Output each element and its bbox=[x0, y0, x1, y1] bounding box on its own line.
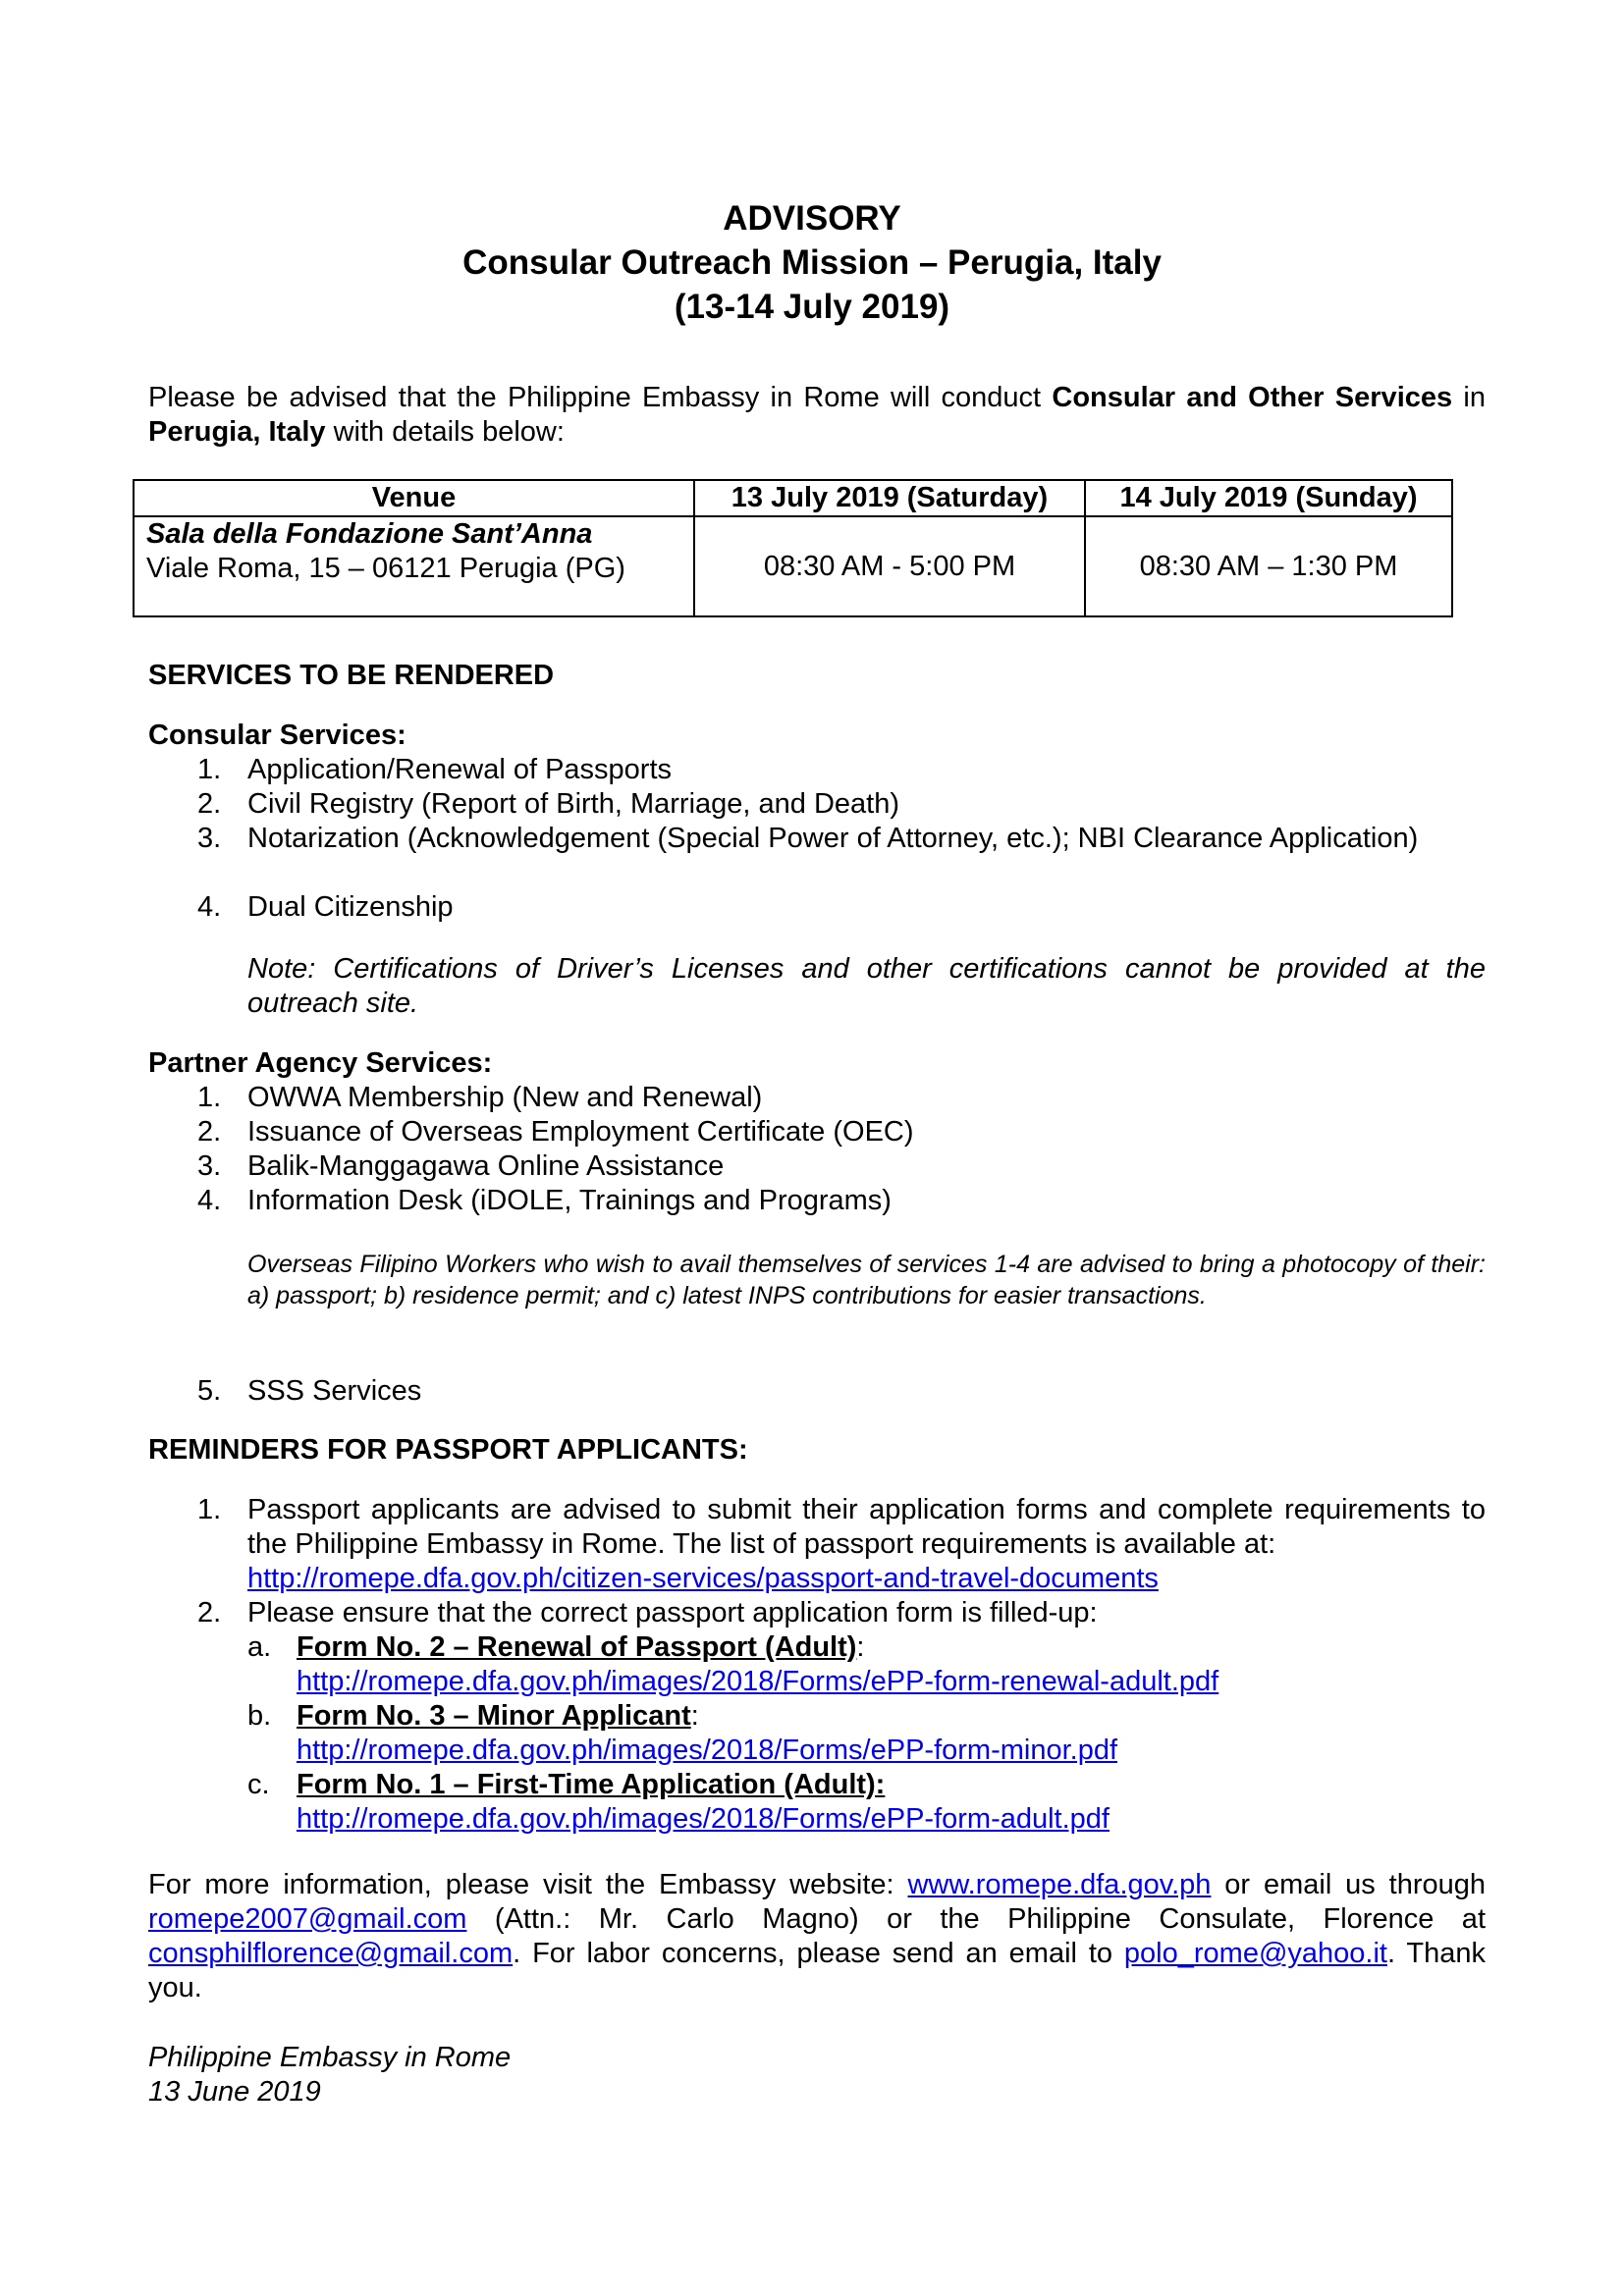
list-number: 1. bbox=[197, 754, 222, 785]
list-number: 2. bbox=[197, 1116, 222, 1148]
list-text: Application/Renewal of Passports bbox=[247, 754, 673, 785]
list-text: Notarization (Acknowledgement (Special Power of Attorney, etc.); NBI Clearance Application) bbox=[247, 823, 1419, 854]
intro-text-1: Please be advised that the Philippine Embassy in Rome will conduct bbox=[148, 382, 1053, 413]
consular-note: Note: Certifications of Driver’s Licenses and other certifications cannot be provided at the outreach site. bbox=[247, 953, 1486, 1019]
table-header-row bbox=[134, 480, 1452, 516]
signature-org: Philippine Embassy in Rome bbox=[148, 2042, 512, 2073]
header-day1: 13 July 2019 (Saturday) bbox=[694, 480, 1085, 516]
venue-address: Viale Roma, 15 – 06121 Perugia (PG) bbox=[146, 553, 625, 584]
form-label: Form No. 1 – First-Time Application (Adult): bbox=[297, 1769, 886, 1800]
list-text: OWWA Membership (New and Renewal) bbox=[247, 1082, 763, 1113]
list-number: 3. bbox=[197, 1150, 222, 1182]
list-text: Information Desk (iDOLE, Trainings and Programs) bbox=[247, 1185, 892, 1216]
embassy-email-link[interactable]: romepe2007@gmail.com bbox=[148, 1903, 467, 1935]
advisory-subtitle: Consular Outreach Mission – Perugia, Italy bbox=[462, 243, 1162, 282]
reminder-item-2-text: Please ensure that the correct passport application form is filled-up: bbox=[247, 1597, 1098, 1629]
signature-date: 13 June 2019 bbox=[148, 2076, 321, 2108]
consular-services-heading: Consular Services: bbox=[148, 720, 406, 751]
passport-requirements-link[interactable]: http://romepe.dfa.gov.ph/citizen-services/passport-and-travel-documents bbox=[247, 1563, 1159, 1594]
day2-hours: 08:30 AM – 1:30 PM bbox=[1085, 516, 1452, 616]
list-number: 2. bbox=[197, 1597, 222, 1629]
embassy-website-link[interactable]: www.romepe.dfa.gov.ph bbox=[907, 1869, 1212, 1900]
header-day2: 14 July 2019 (Sunday) bbox=[1085, 480, 1452, 516]
intro-text-2: in bbox=[1452, 382, 1486, 413]
form-minor-link[interactable]: http://romepe.dfa.gov.ph/images/2018/Forms/ePP-form-minor.pdf bbox=[297, 1735, 1118, 1766]
form-label: Form No. 3 – Minor Applicant bbox=[297, 1700, 691, 1732]
list-number: 4. bbox=[197, 1185, 222, 1216]
venue-name: Sala della Fondazione Sant’Anna bbox=[146, 518, 593, 550]
form-suffix: : bbox=[856, 1631, 865, 1663]
partner-services-heading: Partner Agency Services: bbox=[148, 1047, 493, 1079]
form-letter: a. bbox=[247, 1631, 272, 1663]
form-item-body bbox=[297, 1630, 1486, 1699]
list-number: 3. bbox=[197, 823, 222, 854]
list-text: SSS Services bbox=[247, 1375, 422, 1407]
form-item-body bbox=[297, 1768, 1486, 1837]
partner-note: Overseas Filipino Workers who wish to avail themselves of services 1-4 are advised to bring a photocopy of their: a) passport; b) residence permit; and c) latest INPS contributions for easier transactions. bbox=[247, 1251, 1486, 1309]
list-number: 5. bbox=[197, 1375, 222, 1407]
list-number: 4. bbox=[197, 891, 222, 923]
contact-text-2: or email us through bbox=[1211, 1869, 1486, 1900]
intro-paragraph bbox=[148, 381, 1486, 450]
reminder-item-1-body bbox=[247, 1493, 1486, 1596]
reminder-item-1-text: Passport applicants are advised to submit their application forms and complete requirements to the Philippine Embassy in Rome. The list of passport requirements is available at: bbox=[247, 1494, 1486, 1560]
list-text: Balik-Manggagawa Online Assistance bbox=[247, 1150, 725, 1182]
list-text: Dual Citizenship bbox=[247, 891, 454, 923]
table-row bbox=[134, 516, 1452, 616]
venue-schedule-table bbox=[133, 479, 1453, 617]
list-text: Civil Registry (Report of Birth, Marriage, and Death) bbox=[247, 788, 900, 820]
intro-bold-services: Consular and Other Services bbox=[1052, 382, 1453, 413]
contact-text-4: . For labor concerns, please send an email to bbox=[513, 1938, 1124, 1969]
day1-hours: 08:30 AM - 5:00 PM bbox=[694, 516, 1085, 616]
list-number: 1. bbox=[197, 1082, 222, 1113]
list-number: 2. bbox=[197, 788, 222, 820]
form-letter: b. bbox=[247, 1700, 272, 1732]
labor-email-link[interactable]: polo_rome@yahoo.it bbox=[1123, 1938, 1387, 1969]
services-heading: SERVICES TO BE RENDERED bbox=[148, 660, 555, 691]
list-number: 1. bbox=[197, 1494, 222, 1525]
consulate-email-link[interactable]: consphilflorence@gmail.com bbox=[148, 1938, 514, 1969]
list-text: Issuance of Overseas Employment Certificate (OEC) bbox=[247, 1116, 914, 1148]
form-suffix: : bbox=[690, 1700, 699, 1732]
form-renewal-adult-link[interactable]: http://romepe.dfa.gov.ph/images/2018/Forms/ePP-form-renewal-adult.pdf bbox=[297, 1666, 1219, 1697]
advisory-title: ADVISORY bbox=[723, 199, 901, 238]
contact-text-5: . Thank you. bbox=[148, 1938, 1486, 2003]
intro-bold-location: Perugia, Italy bbox=[148, 416, 326, 448]
reminders-heading: REMINDERS FOR PASSPORT APPLICANTS: bbox=[148, 1434, 748, 1466]
contact-text-3: (Attn.: Mr. Carlo Magno) or the Philippine Consulate, Florence at bbox=[466, 1903, 1486, 1935]
form-letter: c. bbox=[247, 1769, 270, 1800]
form-adult-link[interactable]: http://romepe.dfa.gov.ph/images/2018/Forms/ePP-form-adult.pdf bbox=[297, 1803, 1110, 1835]
form-label: Form No. 2 – Renewal of Passport (Adult) bbox=[297, 1631, 857, 1663]
venue-cell bbox=[134, 516, 694, 616]
intro-text-3: with details below: bbox=[325, 416, 565, 448]
contact-text-1: For more information, please visit the Embassy website: bbox=[148, 1869, 908, 1900]
form-item-body bbox=[297, 1699, 1486, 1768]
header-venue: Venue bbox=[134, 480, 694, 516]
advisory-dates: (13-14 July 2019) bbox=[674, 288, 950, 326]
contact-paragraph bbox=[148, 1868, 1486, 2005]
